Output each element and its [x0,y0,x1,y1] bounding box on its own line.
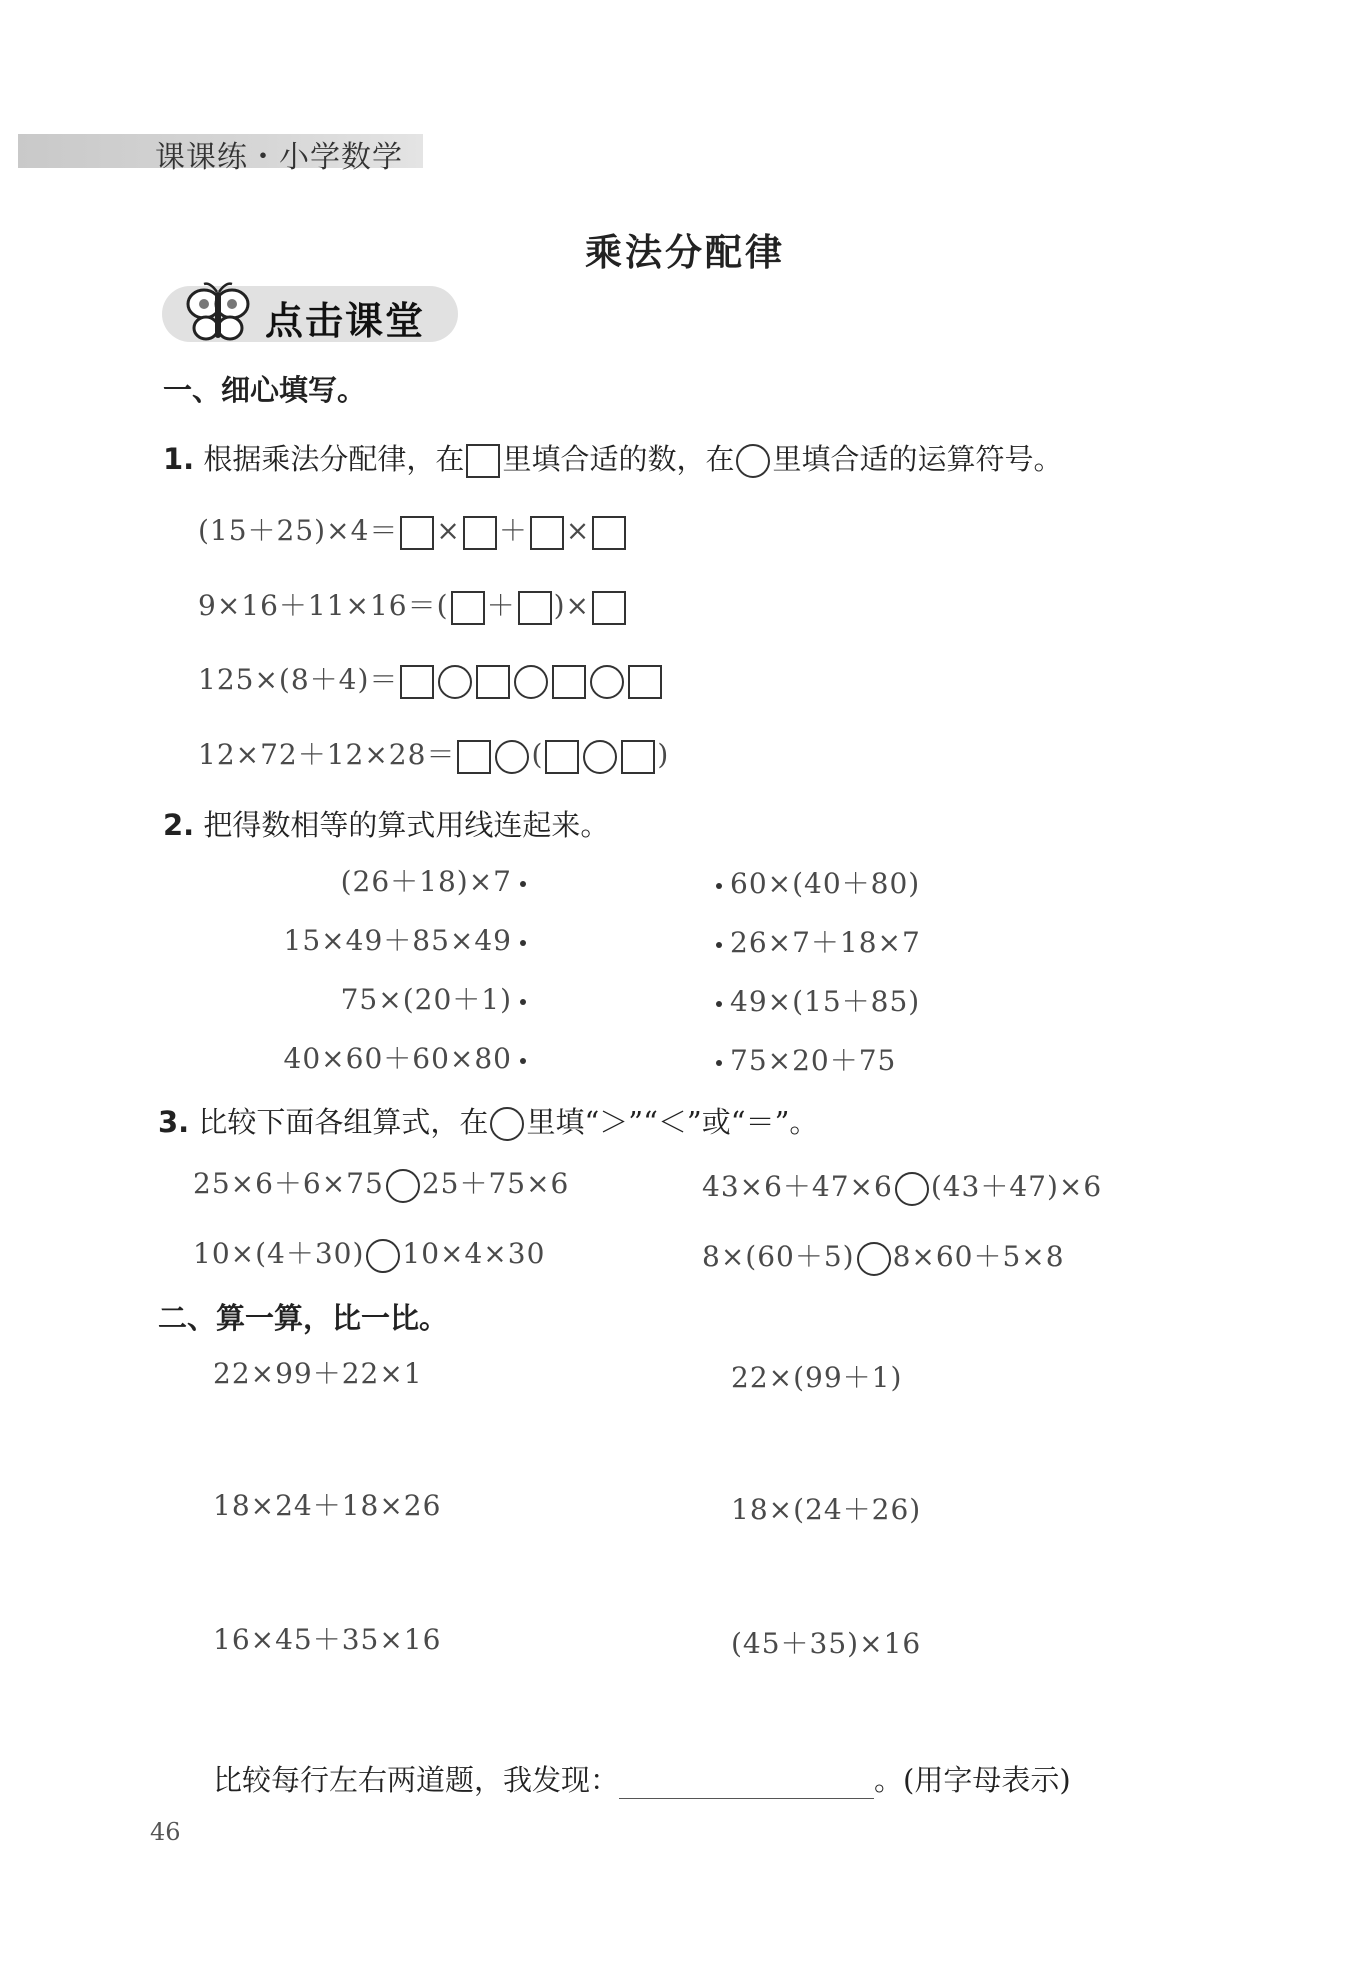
match-right-3: 49×(15＋85) [708,980,920,1020]
compare-row-2-right: 8×(60＋5) 8×60＋5×8 [702,1235,1065,1276]
answer-blank[interactable] [619,1768,874,1799]
blank-circle-icon [736,444,770,478]
connect-dot[interactable] [520,999,526,1005]
answer-box[interactable] [592,516,626,550]
answer-box[interactable] [621,740,655,774]
connect-dot[interactable] [520,940,526,946]
connect-dot[interactable] [716,883,722,889]
answer-circle[interactable] [438,665,472,699]
butterfly-icon [184,282,254,346]
section-1-title: 一、细心填写。 [163,373,367,407]
match-right-2: 26×7＋18×7 [708,921,921,961]
compare-row-1-right: 43×6＋47×6 (43＋47)×6 [702,1165,1102,1206]
calc-1-right: 22×(99＋1) [731,1361,903,1394]
match-left-4: 40×60＋60×80 [284,1037,534,1077]
compare-circle[interactable] [366,1239,400,1273]
calc-3-right: (45＋35)×16 [731,1627,922,1660]
conclusion-line: 比较每行左右两道题，我发现： 。(用字母表示) [213,1763,1071,1797]
match-left-3: 75×(20＋1) [341,978,534,1018]
connect-dot[interactable] [520,1058,526,1064]
connect-dot[interactable] [716,1060,722,1066]
calc-1-left: 22×99＋22×1 [213,1357,423,1390]
answer-box[interactable] [463,516,497,550]
connect-dot[interactable] [716,1001,722,1007]
match-left-1: (26＋18)×7 [341,860,534,900]
answer-box[interactable] [476,665,510,699]
q2-number: 2. [163,808,195,842]
answer-box[interactable] [552,665,586,699]
calc-2-left: 18×24＋18×26 [213,1489,442,1522]
compare-row-1-left: 25×6＋6×75 25＋75×6 [193,1162,569,1203]
q1-row-1: (15＋25)×4＝ × ＋ × [198,509,628,550]
answer-box[interactable] [518,591,552,625]
match-left-2: 15×49＋85×49 [284,919,534,959]
answer-box[interactable] [545,740,579,774]
match-right-4: 75×20＋75 [708,1039,896,1079]
connect-dot[interactable] [520,881,526,887]
q3-number: 3. [158,1105,190,1139]
blank-circle-icon [490,1107,524,1141]
page-title: 乘法分配律 [585,231,785,274]
page-number: 46 [150,1818,181,1846]
q1-instruction: 1. 根据乘法分配律，在 里填合适的数，在 里填合适的运算符号。 [163,442,1063,476]
compare-circle[interactable] [857,1242,891,1276]
banner-label: 点击课堂 [265,299,426,343]
q1-row-2: 9×16＋11×16＝( ＋ )× [198,584,628,625]
answer-box[interactable] [400,516,434,550]
compare-row-2-left: 10×(4＋30) 10×4×30 [193,1232,545,1273]
answer-box[interactable] [530,516,564,550]
compare-circle[interactable] [895,1172,929,1206]
answer-circle[interactable] [583,740,617,774]
answer-box[interactable] [592,591,626,625]
book-series-header: 课课练・小学数学 [155,140,403,175]
answer-box[interactable] [457,740,491,774]
answer-circle[interactable] [495,740,529,774]
section-2-title: 二、算一算，比一比。 [158,1301,449,1335]
compare-circle[interactable] [386,1169,420,1203]
connect-dot[interactable] [716,942,722,948]
answer-circle[interactable] [514,665,548,699]
calc-2-right: 18×(24＋26) [731,1493,922,1526]
answer-circle[interactable] [590,665,624,699]
q1-row-3: 125×(8＋4)＝ [198,658,664,699]
calc-3-left: 16×45＋35×16 [213,1623,442,1656]
q3-instruction: 3. 比较下面各组算式，在 里填“＞”“＜”或“＝”。 [158,1105,819,1139]
match-right-1: 60×(40＋80) [708,862,920,902]
blank-square-icon [466,444,500,478]
answer-box[interactable] [628,665,662,699]
q1-number: 1. [163,442,195,476]
q2-instruction: 2. 把得数相等的算式用线连起来。 [163,808,610,842]
q1-row-4: 12×72＋12×28＝ ( ) [198,733,669,774]
answer-box[interactable] [400,665,434,699]
answer-box[interactable] [451,591,485,625]
